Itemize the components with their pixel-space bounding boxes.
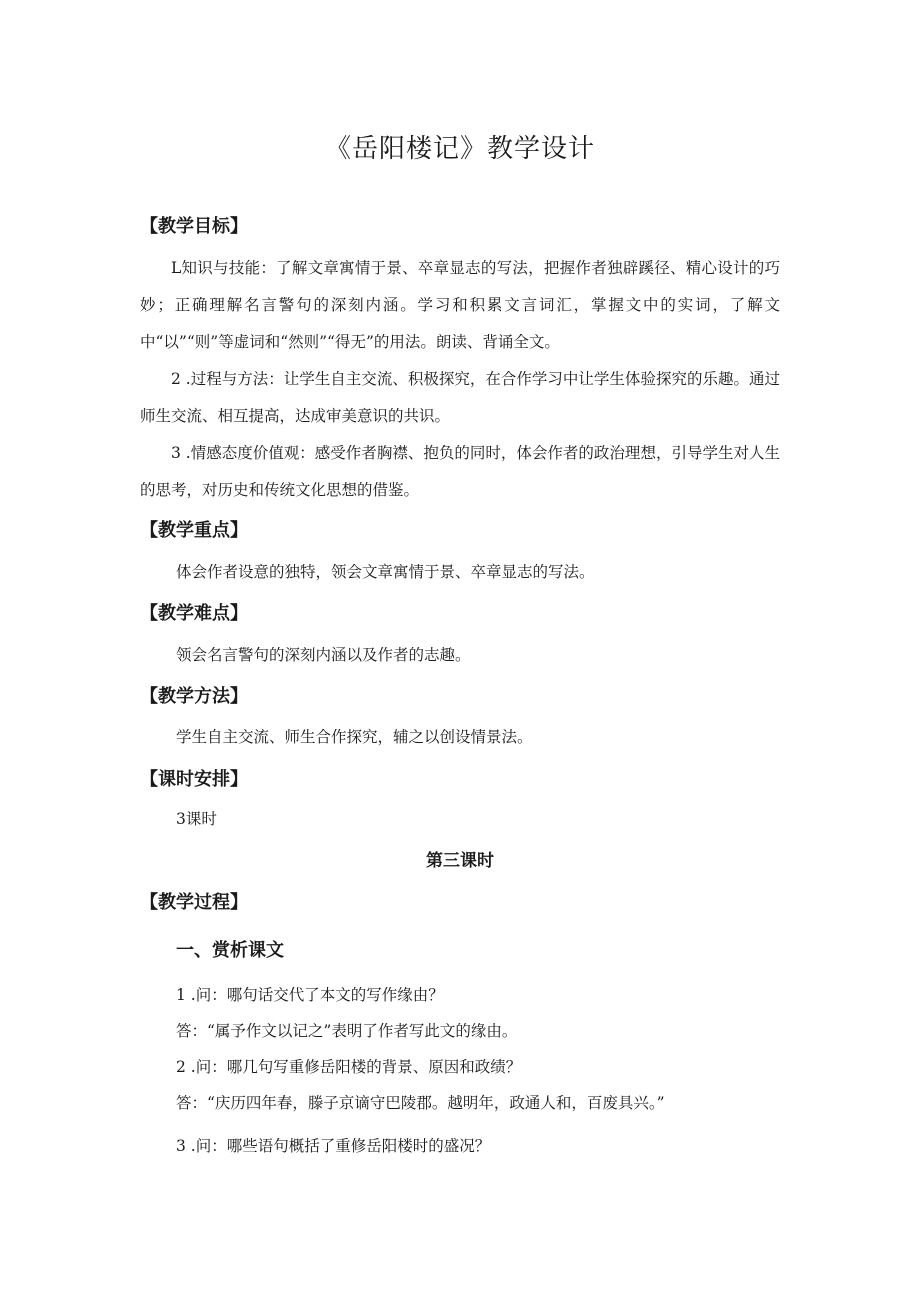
answer-2: 答：“庆历四年春，滕子京谪守巴陵郡。越明年，政通人和，百废具兴。”: [176, 1094, 665, 1112]
document-title: 《岳阳楼记》教学设计: [324, 134, 595, 164]
section-heading-schedule: 【课时安排】: [140, 769, 248, 790]
keypoint-text: 体会作者设意的独特，领会文章寓情于景、卒章显志的写法。: [176, 563, 595, 581]
section-heading-difficulty: 【教学难点】: [140, 603, 248, 624]
lesson-title: 第三课时: [426, 851, 494, 871]
section-heading-keypoint: 【教学重点】: [140, 520, 248, 541]
difficulty-text: 领会名言警句的深刻内涵以及作者的志趣。: [176, 646, 471, 664]
section-heading-method: 【教学方法】: [140, 686, 248, 707]
question-3: 3 .问：哪些语句概括了重修岳阳楼时的盛况？: [176, 1137, 491, 1155]
subsection-heading: 一、赏析课文: [176, 940, 284, 961]
section-heading-process: 【教学过程】: [140, 892, 248, 913]
goal-paragraph-3: 3 .情感态度价值观：感受作者胸襟、抱负的同时，体会作者的政治理想，引导学生对人生的思考，对历史和传统文化思想的借鉴。: [140, 444, 780, 499]
goal-paragraph-1: L知识与技能：了解文章寓情于景、卒章显志的写法，把握作者独辟蹊径、精心设计的巧妙；正确理解名言警句的深刻内涵。学习和积累文言词汇，掌握文中的实词，了解文中“以”“则”等虚词和“然则”“得无”的用法。朗读、背诵全文。: [140, 259, 780, 351]
section-heading-goals: 【教学目标】: [140, 216, 248, 237]
question-2: 2 .问：哪几句写重修岳阳楼的背景、原因和政绩？: [176, 1058, 522, 1076]
question-1: 1 .问：哪句话交代了本文的写作缘由？: [176, 986, 444, 1004]
answer-1: 答：“属予作文以记之”表明了作者写此文的缘由。: [176, 1022, 518, 1040]
goal-paragraph-2: 2 .过程与方法：让学生自主交流、积极探究，在合作学习中让学生体验探究的乐趣。通过师生交流、相互提高，达成审美意识的共识。: [140, 370, 780, 425]
schedule-text: 3课时: [176, 810, 217, 828]
method-text: 学生自主交流、师生合作探究，辅之以创设情景法。: [176, 728, 533, 746]
